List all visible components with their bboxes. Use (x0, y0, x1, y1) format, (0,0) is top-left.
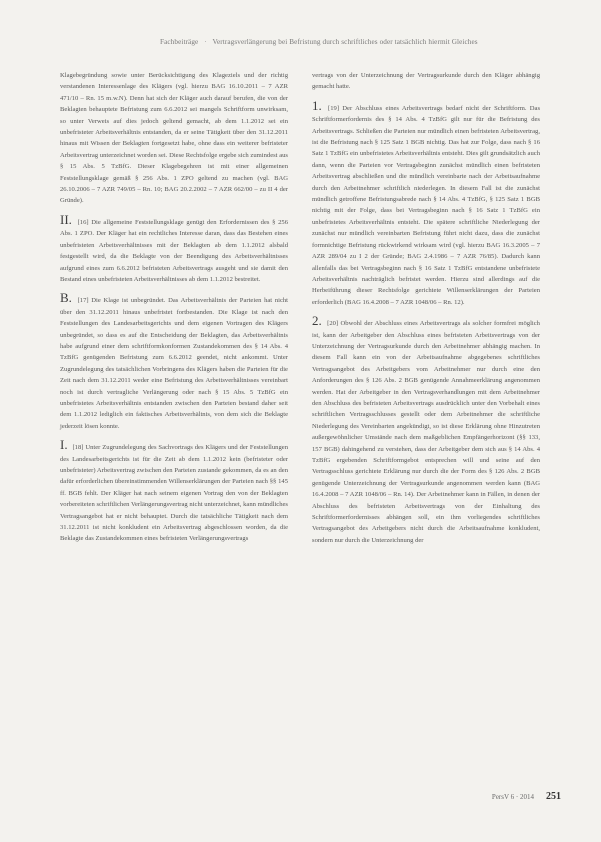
left-column (60, 70, 288, 552)
paragraph (312, 70, 540, 93)
paragraph-text: vertrags von der Unterzeichnung der Vertragsurkunde durch den Kläger abhängig gemacht hatte. (312, 72, 540, 91)
paragraph (60, 70, 288, 207)
running-head-title: Vertragsverlängerung bei Befristung durch schriftliches oder tatsächlich hiermit Gleiches (212, 38, 478, 46)
paragraph (60, 292, 288, 432)
section-number: 2. (312, 313, 322, 329)
page-footer (492, 791, 561, 802)
running-head-separator: · (204, 38, 207, 46)
section-number: I. (60, 437, 68, 453)
paragraph-text: [17] Die Klage ist unbegründet. Das Arbeitsverhältnis der Parteien hat nicht über den 31.12.2011 hinaus unbefristet fortbestanden. Die Klage ist nach den Feststellungen des Landesarbeitsgerichts und dem eigenen Vortragen des Klägers unbegründet, so dass es auf die Entscheidung der Beklagten, das Arbeitsverhältnis habe aufgrund einer dem schriftformkonformen Zustandekommen des § 14 Abs. 4 TzBfG genügenden Befristung zum 6.6.2012 geendet, nicht ankommt. Unter Zugrundelegung des tatsächlichen Vorbringens des Klägers haben die Parteien für die Zeit nach dem 31.12.2011 weder eine Befristung des Arbeitsverhältnisses vereinbart noch ist durch vertragliche Verlängerung oder nach § 15 Abs. 5 TzBfG ein unbefristetes Arbeitsverhältnis entstanden zwischen den Parteien bestand daher seit dem 1.1.2012 lediglich ein faktisches Arbeitsverhältnis, von dem sich die Beklagte jederzeit lösen konnte. (60, 297, 289, 430)
section-number: 1. (312, 97, 322, 113)
journal-issue: PersV 6 · 2014 (491, 793, 534, 801)
right-column (312, 70, 540, 553)
paragraph (312, 97, 541, 308)
section-number: II. (60, 211, 72, 227)
paragraph-text: [19] Der Abschluss eines Arbeitsvertrags bedarf nicht der Schriftform. Das Schriftformerfordernis des § 14 Abs. 4 TzBfG gilt nur für die Befristung des Arbeitsvertrags. Schließen die Parteien nur mündlich einen befristeten Arbeitsvertrag, ist die Befristung nach § 125 Satz 1 BGB nichtig. Das hat zur Folge, dass nach § 16 Satz 1 TzBfG ein unbefristetes Arbeitsverhältnis entsteht. Dies gilt grundsätzlich auch dann, wenn die Parteien vor Vertragsbeginn zunächst mündlich einen befristeten Arbeitsvertrag abschließen und die mündlich vereinbarte nach der Arbeitsaufnahme durch den Arbeitnehmer schriftlich niederlegen. In diesem Fall ist die zunächst mündlich getroffene Befristungsabrede nach § 14 Abs. 4 TzBfG, § 125 Satz 1 BGB nichtig mit der Folge, dass bei Vertragsbeginn nach § 16 Satz 1 TzBfG ein unbefristetes Arbeitsverhältnis entsteht. Die spätere schriftliche Niederlegung der zunächst nur mündlich vereinbarten Befristung führt nicht dazu, dass die zunächst formnichtige Befristung rückwirkend wirksam wird (vgl. hierzu BAG 16.3.2005 – 7 AZR 289/04 zu I 2 der Gründe; BAG 2.4.1986 – 7 AZR 76/85). Dadurch kann allenfalls das bei Vertragsbeginn nach § 16 Satz 1 TzBfG entstandene unbefristete Arbeitsverhältnis nachträglich befristet werden. Hierzu sind allerdings auf die Herbeiführung dieser Rechtsfolge gerichtete Willenserklärungen der Parteien erforderlich (BAG 16.4.2008 – 7 AZR 1048/06 – Rn. 12). (312, 104, 541, 306)
paragraph-text: [18] Unter Zugrundelegung des Sachvortrags des Klägers und der Feststellungen des Landesarbeitsgerichts ist für die Zeit ab dem 1.1.2012 kein (befristeter oder unbefristeter) Arbeitsvertrag zwischen den Parteien zustande gekommen, da es an den dafür erforderlichen übereinstimmenden Willenserklärungen der Parteien nach §§ 145 ff. BGB fehlt. Der Kläger hat nach seinem eigenen Vortrag den von der Beklagten vorbereiteten schriftlichen Verlängerungsvertrag nicht unterzeichnet, kann mündliches Vertragsangebot hat er nicht behauptet. Durch die tatsächliche Tätigkeit nach dem 31.12.2011 ist nicht konkludent ein Arbeitsvertrag abgeschlossen worden, da die Beklagte das Zustandekommen eines befristeten Verlängerungsvertrags (60, 444, 288, 543)
running-head (160, 38, 561, 46)
section-number: B. (60, 290, 72, 306)
page-number: 251 (546, 791, 561, 802)
running-head-section: Fachbeiträge (160, 38, 199, 46)
paragraph (312, 315, 540, 546)
paragraph-text: Klagebegründung sowie unter Berücksichtigung des Klageziels und der richtig verstandenen Interessenlage des Klägers (vgl. hierzu BAG 16.10.2011 – 7 AZR 471/10 – Rn. 15 m.w.N). Denn hat sich der Kläger auch darauf berufen, die von der Beklagten behauptete Befristung zum 6.6.2012 sei mangels Schriftform unwirksam, so unter Verweis auf dies jedoch geltend gemacht, ab dem 1.1.2012 sei ein unbefristeter Arbeitsverhältnis entstanden, da er seine Tätigkeit über den 31.12.2011 hinaus mit Wissen der Beklagten fortgesetzt habe, ohne dass ein weiterer befristeter Arbeitsvertrag unterzeichnet worden sei. Diese Rechtsfolge ergebe sich zumindest aus § 15 Abs. 5 TzBfG. Dieser Klagebegehren ist mit einer allgemeinen Feststellungsklage gemäß § 256 Abs. 1 ZPO geltend zu machen (vgl. BAG 26.10.2006 – 7 AZR 749/05 – Rn. 10; BAG 20.2.2002 – 7 AZR 662/00 – zu II 4 der Gründe). (60, 72, 288, 205)
paragraph (60, 439, 288, 545)
paragraph-text: [20] Obwohl der Abschluss eines Arbeitsvertrags als solcher formfrei möglich ist, kann der Arbeitgeber den Abschluss eines befristeten Arbeitsvertrags von der Unterzeichnung der Vertragsurkunde durch den Arbeitnehmer abhängig machen. In diesem Fall kann ein von der Arbeitsaufnahme abgegebenes schriftliches Vertragsangebot des Arbeitgebers vom Arbeitnehmer nur durch eine den Anforderungen des § 126 Abs. 2 BGB genügende Annahmeerklärung angenommen werden. Hat der Arbeitgeber in den Vertragsverhandlungen mit dem Arbeitnehmer den Abschluss des befristeten Arbeitsvertrags ausdrücklich unter den Vorbehalt eines schriftlichen Vertragsschlusses gestellt oder dem Arbeitnehmer die schriftliche Niederlegung des Vereinbarten angekündigt, so ist diese Erklärung ohne Hinzutreten außergewöhnlicher Umstände nach dem maßgeblichen Empfängerhorizont (§§ 133, 157 BGB) dahingehend zu verstehen, dass der Arbeitgeber dem sich aus § 14 Abs. 4 TzBfG ergebenden Schriftformgebot entsprechen will und seine auf den Vertragsschluss gerichtete Erklärung nur durch die der Form des § 126 Abs. 2 BGB genügende Unterzeichnung der Vertragsurkunde angenommen werden kann (BAG 16.4.2008 – 7 AZR 1048/06 – Rn. 14). Der Arbeitnehmer kann in Fällen, in denen der Abschluss des befristeten Arbeitsvertrags von der Einhaltung des Schriftformerfordernisses abhängen soll, ein ihm vorliegendes schriftliches Vertragsangebot des Arbeitgebers nicht durch die Arbeitsaufnahme konkludent, sondern nur durch die Unterzeichnung der (312, 320, 540, 544)
paragraph-text: [16] Die allgemeine Feststellungsklage genügt den Erfordernissen des § 256 Abs. 1 ZPO. Der Kläger hat ein rechtliches Interesse daran, dass das Bestehen eines unbefristeten Arbeitsverhältnisses mit der Beklagten ab dem 1.1.2012 alsbald festgestellt wird, da die Beklagte von der Beendigung des Arbeitsverhältnisses aufgrund eines zum 6.6.2012 befristeten Arbeitsvertrags ausgeht und sie damit den Bestand eines unbefristeten Arbeitsverhältnisses ab dem 1.1.2012 bestreitet. (60, 218, 288, 283)
paragraph (60, 211, 288, 285)
